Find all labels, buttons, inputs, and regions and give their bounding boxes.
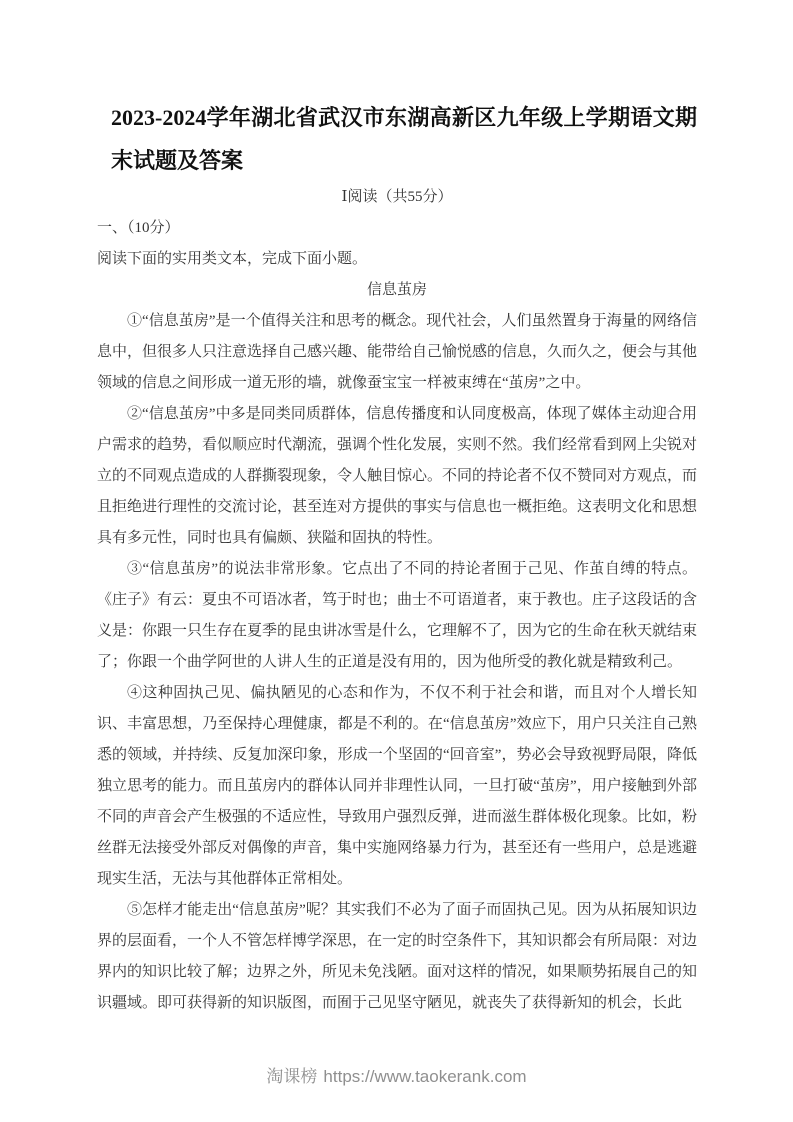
article-paragraph-1: ①“信息茧房”是一个值得关注和思考的概念。现代社会，人们虽然置身于海量的网络信息中，但很多人只注意选择自己感兴趣、能带给自己愉悦感的信息，久而久之，便会与其他领域的信息之间形成一道无形的墙，就像蚕宝宝一样被束缚在“茧房”之中。: [97, 313, 698, 391]
article-title: 信息茧房: [366, 282, 427, 298]
article-paragraph-2: ②“信息茧房”中多是同类同质群体，信息传播度和认同度极高，体现了媒体主动迎合用户需求的趋势，看似顺应时代潮流，强调个性化发展，实则不然。我们经常看到网上尖锐对立的不同观点造成的人群撕裂现象，令人触目惊心。不同的持论者不仅不赞同对方观点，而且拒绝进行理性的交流讨论，甚至连对方提供的事实与信息也一概拒绝。这表明文化和思想具有多元性，同时也具有偏颇、狭隘和固执的特性。: [97, 406, 698, 546]
footer-site-url: https://www.taokerank.com: [323, 1067, 527, 1086]
article-paragraph-4: ④这种固执己见、偏执陋见的心态和作为，不仅不利于社会和谐，而且对个人增长知识、丰富思想，乃至保持心理健康，都是不利的。在“信息茧房”效应下，用户只关注自己熟悉的领域，并持续、反复加深印象，形成一个坚固的“回音室”，势必会导致视野局限，降低独立思考的能力。而且茧房内的群体认同并非理性认同，一旦打破“茧房”，用户接触到外部不同的声音会产生极强的不适应性，导致用户强烈反弹，进而滋生群体极化现象。比如，粉丝群无法接受外部反对偶像的声音，集中实施网络暴力行为，甚至还有一些用户，总是逃避现实生活，无法与其他群体正常相处。: [97, 685, 698, 887]
footer-watermark: [0, 1062, 793, 1092]
question-instruction: 阅读下面的实用类文本，完成下面小题。: [97, 251, 368, 267]
section-heading: Ⅰ阅读（共55分）: [341, 189, 453, 205]
document-content: [97, 0, 697, 1019]
article-paragraph-3: ③“信息茧房”的说法非常形象。它点出了不同的持论者囿于己见、作茧自缚的特点。《庄子》有云：夏虫不可语冰者，笃于时也；曲士不可语道者，束于教也。庄子这段话的含义是：你跟一只生存在夏季的昆虫讲冰雪是什么，它理解不了，因为它的生命在秋天就结束了；你跟一个曲学阿世的人讲人生的正道是没有用的，因为他所受的教化就是精致利己。: [97, 561, 698, 670]
question-number: 一、（10分）: [97, 220, 180, 236]
article-paragraph-5: ⑤怎样才能走出“信息茧房”呢？其实我们不必为了面子而固执己见。因为从拓展知识边界的层面看，一个人不管怎样博学深思，在一定的时空条件下，其知识都会有所局限：对边界内的知识比较了解；边界之外，所见未免浅陋。面对这样的情况，如果顺势拓展自己的知识疆域。即可获得新的知识版图，而囿于己见坚守陋见，就丧失了获得新知的机会，长此: [97, 902, 698, 1011]
footer-site-name: 淘课榜: [266, 1067, 318, 1086]
document-title: 2023-2024学年湖北省武汉市东湖高新区九年级上学期语文期末试题及答案: [111, 105, 697, 173]
